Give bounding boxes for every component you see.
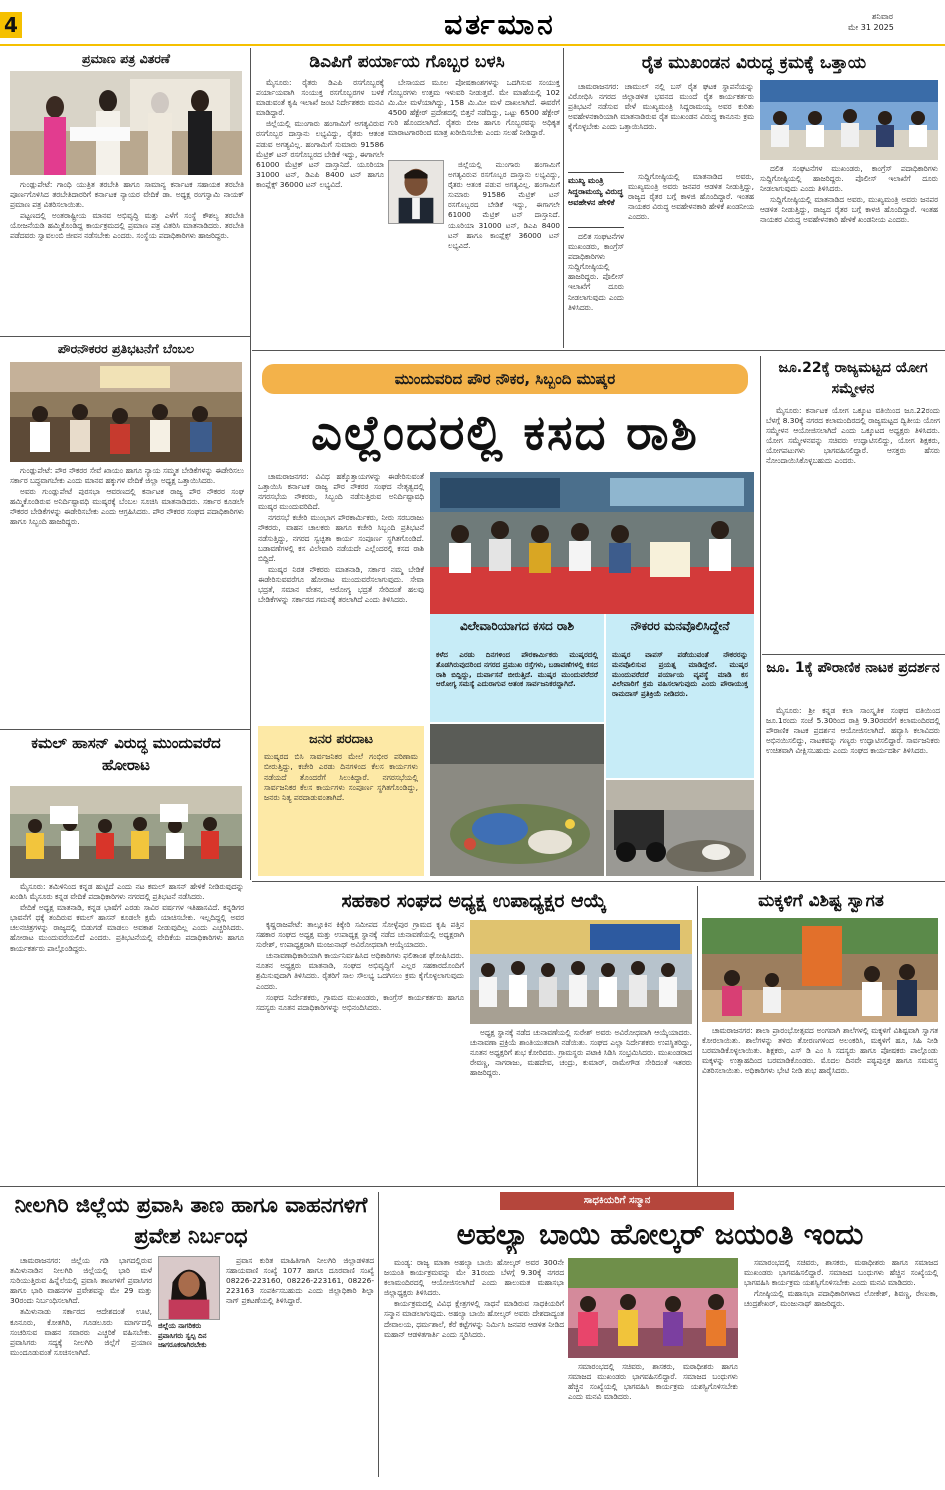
paragraph: ಜಿಲ್ಲೆಯಲ್ಲಿ ಮುಂಗಾರು ಹಂಗಾಮಿಗೆ ಅಗತ್ಯವಿರುವ ರಸಗೊಬ್ಬರ ದಾಸ್ತಾನು ಲಭ್ಯವಿದ್ದು, ರೈತರು ಆತಂಕ ಪಡುವ ಅಗತ್ಯವಿಲ್ಲ. ಹಂಗಾಮಿಗೆ ಸುಮಾರು 91586 ಮೆಟ್ರಿಕ್ ಟನ್ ರಸಗೊಬ್ಬರದ ಬೇಡಿಕೆ ಇದ್ದು, ಈಗಾಗಲೇ 61000 ಮೆಟ್ರಿಕ್ ಟನ್ ದಾಸ್ತಾನಿದೆ. ಯೂರಿಯಾ 31000 ಟನ್, ಡಿಎಪಿ 8400 ಟನ್ ಹಾಗೂ ಕಾಂಪ್ಲೆಕ್ಸ್ 36000 ಟನ್ ಲಭ್ಯವಿದೆ.: [256, 119, 384, 189]
masthead-divider: [0, 44, 945, 46]
section-divider: [762, 654, 945, 655]
section-divider: [252, 881, 945, 882]
ahilya-article-col1: [384, 1258, 564, 1478]
column-divider: [563, 48, 564, 348]
ahilya-tag: ಸಾಧಕಿಯರಿಗೆ ಸನ್ಮಾನ: [500, 1192, 734, 1210]
section-divider: [0, 729, 250, 730]
paragraph: ಕೃಷ್ಣರಾಜಪೇಟೆ: ತಾಲ್ಲೂಕಿನ ಕಿಕ್ಕೇರಿ ಸಮೀಪದ ಸೋಳ್ಳೆಪುರ ಗ್ರಾಮದ ಕೃಷಿ ಪತ್ತಿನ ಸಹಕಾರ ಸಂಘದ ಅಧ್ಯಕ್ಷ ಮತ್ತು ಉಪಾಧ್ಯಕ್ಷ ಸ್ಥಾನಕ್ಕೆ ನಡೆದ ಚುನಾವಣೆಯಲ್ಲಿ ಅಧ್ಯಕ್ಷರಾಗಿ ಸುರೇಶ್, ಉಪಾಧ್ಯಕ್ಷರಾಗಿ ಮಂಜುನಾಥ್ ಅವಿರೋಧವಾಗಿ ಆಯ್ಕೆಯಾದರು.: [256, 920, 464, 950]
dap-heading: ಡಿಎಪಿಗೆ ಪರ್ಯಾಯ ಗೊಬ್ಬರ ಬಳಸಿ: [309, 52, 505, 72]
page-number: 4: [0, 12, 22, 38]
paragraph: ಮೈಸೂರು: ತಮಿಳಿನಿಂದ ಕನ್ನಡ ಹುಟ್ಟಿದೆ ಎಂದು ನಟ ಕಮಲ್ ಹಾಸನ್ ಹೇಳಿಕೆ ನೀಡಿರುವುದನ್ನು ಖಂಡಿಸಿ ಮೈಸೂರು ಕನ್ನಡ ವೇದಿಕೆ ಪದಾಧಿಕಾರಿಗಳು ನಗರದಲ್ಲಿ ಪ್ರತಿಭಟನೆ ನಡೆಸಿದರು.: [10, 882, 244, 902]
paragraph: ಸಮಾರಂಭದಲ್ಲಿ ಸಚಿವರು, ಶಾಸಕರು, ಮಠಾಧೀಶರು ಹಾಗೂ ಸಮಾಜದ ಮುಖಂಡರು ಭಾಗವಹಿಸಲಿದ್ದಾರೆ. ಸಮಾಜದ ಬಂಧುಗಳು ಹೆಚ್ಚಿನ ಸಂಖ್ಯೆಯಲ್ಲಿ ಭಾಗವಹಿಸಿ ಕಾರ್ಯಕ್ರಮ ಯಶಸ್ವಿಗೊಳಿಸಬೇಕು ಎಂದು ಮನವಿ ಮಾಡಿದರು.: [744, 1258, 938, 1288]
certificate-article-body: [10, 180, 244, 332]
paragraph: ತಮಿಳುನಾಡು ಸರ್ಕಾರದ ಆದೇಶದಂತೆ ಊಟಿ, ಕೂನೂರು, ಕೋತಗಿರಿ, ಗೂಡಲೂರು ಮಾರ್ಗದಲ್ಲಿ ಸಂಚರಿಸುವ ವಾಹನ ಸವಾರರು ಎಚ್ಚರಿಕೆ ವಹಿಸಬೇಕು. ಪ್ರವಾಸಿಗರು ಸದ್ಯಕ್ಕೆ ನೀಲಗಿರಿ ಜಿಲ್ಲೆಗೆ ಪ್ರಯಾಣ ಮುಂದೂಡುವಂತೆ ಸೂಚಿಸಲಾಗಿದೆ.: [10, 1307, 152, 1357]
dap-article-col2-side: [448, 160, 560, 344]
farmer-article-col1b: [568, 232, 624, 344]
paragraph: ಸುದ್ದಿಗೋಷ್ಠಿಯಲ್ಲಿ ಮಾತನಾಡಿದ ಅವರು, ಮುಖ್ಯಮಂತ್ರಿ ಅವರು ಜನಪರ ಆಡಳಿತ ನೀಡುತ್ತಿದ್ದು, ರಾಜ್ಯದ ರೈತರ ಬಗ್ಗೆ ಕಾಳಜಿ ಹೊಂದಿದ್ದಾರೆ. ಇಂತಹ ನಾಯಕರ ವಿರುದ್ಧ ಅವಹೇಳನಕಾರಿ ಹೇಳಿಕೆ ಖಂಡನೀಯ ಎಂದರು.: [760, 195, 938, 225]
dap-article-col1: [256, 78, 384, 344]
paragraph: ಮುಷ್ಕರ ನಿರತ ನೌಕರರು ಮಾತನಾಡಿ, ಸರ್ಕಾರ ನಮ್ಮ ಬೇಡಿಕೆ ಈಡೇರಿಸುವವರೆಗೂ ಹೋರಾಟ ಮುಂದುವರೆಸಲಾಗುವುದು. ಸೇವಾ ಭದ್ರತೆ, ಸಮಾನ ವೇತನ, ಆರೋಗ್ಯ ಭದ್ರತೆ ಸೇರಿದಂತೆ ಹಲವು ಬೇಡಿಕೆಗಳನ್ನು ಸರ್ಕಾರದ ಗಮನಕ್ಕೆ ತರಲಾಗಿದೆ ಎಂದು ತಿಳಿಸಿದರು.: [258, 564, 424, 605]
paragraph: ಪಟ್ಟಣದಲ್ಲಿ ಅಂತರಾಷ್ಟ್ರೀಯ ಮಾನವ ಅಭಿವೃದ್ಧಿ ಮತ್ತು ಎಳೆಗೆ ಸಂಸ್ಥೆ ಕೌಶಲ್ಯ ತರಬೇತಿ ಯೋಜನೆಯಡಿ ಹಮ್ಮಿಕೊಂಡಿದ್ದ ಕಾರ್ಯಕ್ರಮದಲ್ಲಿ ಪ್ರಮಾಣ ಪತ್ರ ವಿತರಿಸಿ ಮಾತನಾಡಿದರು. ತರಬೇತಿ ಪಡೆದವರು ಸ್ವಾವಲಂಬಿ ಜೀವನ ನಡೆಸಬೇಕು ಎಂದರು. ಸಂಸ್ಥೆಯ ಪದಾಧಿಕಾರಿಗಳು ಹಾಜರಿದ್ದರು.: [10, 211, 244, 241]
section-divider: [0, 336, 250, 337]
paragraph: ವೇದಿಕೆ ಅಧ್ಯಕ್ಷ ಮಾತನಾಡಿ, ಕನ್ನಡ ಭಾಷೆಗೆ ಎರಡು ಸಾವಿರ ವರ್ಷಗಳ ಇತಿಹಾಸವಿದೆ. ಕನ್ನಡಿಗರ ಭಾವನೆಗೆ ಧಕ್ಕೆ ತಂದಿರುವ ಕಮಲ್ ಹಾಸನ್ ಕೂಡಲೇ ಕ್ಷಮೆ ಯಾಚಿಸಬೇಕು. ಇಲ್ಲದಿದ್ದಲ್ಲಿ ಅವರ ಚಲನಚಿತ್ರಗಳನ್ನು ರಾಜ್ಯದಲ್ಲಿ ಬಿಡುಗಡೆ ಮಾಡಲು ಅವಕಾಶ ನೀಡುವುದಿಲ್ಲ ಎಂದು ಎಚ್ಚರಿಸಿದರು. ಹೋರಾಟ ಮುಂದುವರೆಯಲಿದೆ ಎಂದರು. ಪ್ರತಿಭಟನೆಯಲ್ಲಿ ವೇದಿಕೆಯ ಪದಾಧಿಕಾರಿಗಳು ಹಾಗೂ ಕಾರ್ಯಕರ್ತರು ಪಾಲ್ಗೊಂಡಿದ್ದರು.: [10, 903, 244, 953]
public-trouble-box: [258, 726, 424, 876]
paragraph: ಚಾಮರಾಜನಗರ: ವಿವಿಧ ಹಕ್ಕೊತ್ತಾಯಗಳನ್ನು ಈಡೇರಿಸುವಂತೆ ಒತ್ತಾಯಿಸಿ ಕರ್ನಾಟಕ ರಾಜ್ಯ ಪೌರ ನೌಕರರ ಸಂಘದ ನೇತೃತ್ವದಲ್ಲಿ ನಗರಸಭೆಯ ನೌಕರರು, ಸಿಬ್ಬಂದಿ ನಡೆಸುತ್ತಿರುವ ಅನಿರ್ದಿಷ್ಟಾವಧಿ ಮುಷ್ಕರ ಮುಂದುವರಿದಿದೆ.: [258, 472, 424, 512]
garbage-pile-photo: [430, 724, 604, 876]
column-divider: [697, 886, 698, 1186]
paragraph: ಚುನಾವಣಾಧಿಕಾರಿಯಾಗಿ ಕಾರ್ಯನಿರ್ವಹಿಸಿದ ಅಧಿಕಾರಿಗಳು ಫಲಿತಾಂಶ ಘೋಷಿಸಿದರು. ನೂತನ ಅಧ್ಯಕ್ಷರು ಮಾತನಾಡಿ, ಸಂಘದ ಅಭಿವೃದ್ಧಿಗೆ ಎಲ್ಲರ ಸಹಕಾರದೊಂದಿಗೆ ಶ್ರಮಿಸುವುದಾಗಿ ತಿಳಿಸಿದರು. ರೈತರಿಗೆ ಸಾಲ ಸೌಲಭ್ಯ ಒದಗಿಸಲು ಕ್ರಮ ಕೈಗೊಳ್ಳಲಾಗುವುದು ಎಂದರು.: [256, 951, 464, 991]
certificate-heading: ಪ್ರಮಾಣ ಪತ್ರ ವಿತರಣೆ: [82, 51, 170, 66]
section-divider: [252, 350, 945, 351]
ahilya-heading: ಅಹಲ್ಯಾ ಬಾಯಿ ಹೋಲ್ಕರ್ ಜಯಂತಿ ಇಂದು: [456, 1217, 864, 1251]
dap-article-col2-top: [388, 78, 560, 158]
kamal-protest-photo: [10, 786, 242, 878]
paragraph: ಅಧ್ಯಕ್ಷ ಸ್ಥಾನಕ್ಕೆ ನಡೆದ ಚುನಾವಣೆಯಲ್ಲಿ ಸುರೇಶ್ ಅವರು ಅವಿರೋಧವಾಗಿ ಆಯ್ಕೆಯಾದರು. ಚುನಾವಣಾ ಪ್ರಕ್ರಿಯೆ ಶಾಂತಿಯುತವಾಗಿ ನಡೆಯಿತು. ಸಂಘದ ಎಲ್ಲಾ ನಿರ್ದೇಶಕರು ಉಪಸ್ಥಿತರಿದ್ದು, ನೂತನ ಅಧ್ಯಕ್ಷರಿಗೆ ಶುಭ ಕೋರಿದರು. ಗ್ರಾಮಸ್ಥರು ಪಟಾಕಿ ಸಿಡಿಸಿ ಸಂಭ್ರಮಿಸಿದರು. ಮುಖಂಡರಾದ ರೇವಣ್ಣ, ನಾಗರಾಜು, ಮಹದೇವ, ಚಂದ್ರು, ಕುಮಾರ್, ರಾಮೇಗೌಡ ಸೇರಿದಂತೆ ಇತರರು ಹಾಜರಿದ್ದರು.: [470, 1028, 692, 1078]
dap-official-portrait: [388, 160, 444, 224]
paragraph: ಗುಂಡ್ಲುಪೇಟೆ: ಪೌರ ನೌಕರರ ಸೇವೆ ಖಾಯಂ ಹಾಗೂ ನ್ಯಾಯ ಸಮ್ಮತ ಬೇಡಿಕೆಗಳನ್ನು ಈಡೇರಿಸಲು ಸರ್ಕಾರ ಬದ್ಧವಾಗಬೇಕು ಎಂದು ಮಾನವ ಹಕ್ಕುಗಳ ವೇದಿಕೆ ಜಿಲ್ಲಾ ಅಧ್ಯಕ್ಷ ಒತ್ತಾಯಿಸಿದರು.: [10, 466, 244, 486]
certificate-photo: [10, 71, 242, 175]
street-garbage-photo: [606, 780, 754, 876]
garbage-box: [430, 614, 604, 722]
paragraph: ಗುಂಡ್ಲುಪೇಟೆ: ಗಾಂಧಿ ಯುತ್ರಿತ ತರಬೇತಿ ಹಾಗೂ ಸಾಮಾನ್ಯ ಕರ್ನಾಟಕ ಸಹಾಯಕ ತರಬೇತಿ ಪೂರ್ಣಗೊಳಿಸಿದ ತರಬೇತಿದಾರರಿಗೆ ಕರ್ನಾಟಕ ನ್ಯಾಯರ ವೇದಿಕೆ ಡಾ. ಅಧ್ಯಕ್ಷ ರಂಗಸ್ವಾಮಿ ನಾಯಕ್ ಪ್ರಮಾಣ ಪತ್ರ ವಿತರಿಸಲಾಯಿತು.: [10, 180, 244, 210]
children-article-body: [702, 1026, 938, 1182]
garbage-box-body: ಕಳೆದ ಎರಡು ದಿನಗಳಿಂದ ಪೌರಕಾರ್ಮಿಕರು ಮುಷ್ಕರದಲ್ಲಿ ತೊಡಗಿರುವುದರಿಂದ ನಗರದ ಪ್ರಮುಖ ರಸ್ತೆಗಳು, ಬಡಾವಣೆಗಳಲ್ಲಿ ಕಸದ ರಾಶಿ ಬಿದ್ದಿದ್ದು, ದುರ್ವಾಸನೆ ಬೀರುತ್ತಿದೆ. ಮುಷ್ಕರ ಮುಂದುವರೆದರೆ ಆರೋಗ್ಯ ಸಮಸ್ಯೆ ಎದುರಾಗುವ ಆತಂಕ ಸಾರ್ವಜನಿಕರದ್ದಾಗಿದೆ.: [436, 650, 598, 689]
farmer-heading: ರೈತ ಮುಖಂಡನ ವಿರುದ್ಧ ಕ್ರಮಕ್ಕೆ ಒತ್ತಾಯ: [641, 53, 867, 73]
children-welcome-photo: [702, 918, 938, 1022]
paragraph: ಜಿಲ್ಲೆಯಲ್ಲಿ ಮುಂಗಾರು ಹಂಗಾಮಿಗೆ ಅಗತ್ಯವಿರುವ ರಸಗೊಬ್ಬರ ದಾಸ್ತಾನು ಲಭ್ಯವಿದ್ದು, ರೈತರು ಆತಂಕ ಪಡುವ ಅಗತ್ಯವಿಲ್ಲ. ಹಂಗಾಮಿಗೆ ಸುಮಾರು 91586 ಮೆಟ್ರಿಕ್ ಟನ್ ರಸಗೊಬ್ಬರದ ಬೇಡಿಕೆ ಇದ್ದು, ಈಗಾಗಲೇ 61000 ಮೆಟ್ರಿಕ್ ಟನ್ ದಾಸ್ತಾನಿದೆ. ಯೂರಿಯಾ 31000 ಟನ್, ಡಿಎಪಿ 8400 ಟನ್ ಹಾಗೂ ಕಾಂಪ್ಲೆಕ್ಸ್ 36000 ಟನ್ ಲಭ್ಯವಿದೆ.: [448, 160, 560, 250]
kamal-article-body: [10, 882, 244, 1182]
main-headline: ಎಲ್ಲೆಂದರಲ್ಲಿ ಕಸದ ರಾಶಿ: [311, 405, 699, 461]
farmer-press-photo: [760, 80, 938, 160]
nilgiri-article-col2: [226, 1256, 374, 1478]
farmer-article-col1: [628, 172, 754, 344]
main-kicker: ಮುಂದುವರಿದ ಪೌರ ನೌಕರ, ಸಿಬ್ಬಂದಿ ಮುಷ್ಕರ: [262, 364, 748, 394]
ahilya-event-photo: [568, 1258, 738, 1358]
section-divider: [0, 1186, 945, 1187]
column-divider: [378, 1192, 379, 1477]
paragraph: ದಲಿತ ಸಂಘಟನೆಗಳ ಮುಖಂಡರು, ಕಾಂಗ್ರೆಸ್ ಪದಾಧಿಕಾರಿಗಳು ಸುದ್ದಿಗೋಷ್ಠಿಯಲ್ಲಿ ಹಾಜರಿದ್ದರು. ಪೊಲೀಸ್ ಇಲಾಖೆಗೆ ದೂರು ನೀಡಲಾಗುವುದು ಎಂದು ತಿಳಿಸಿದರು.: [568, 232, 624, 312]
strike-support-article-body: [10, 466, 244, 724]
ahilya-article-col2: [568, 1362, 738, 1478]
drama-article-body: [766, 706, 940, 876]
farmer-article-col2: [760, 164, 938, 344]
farmer-pullquote: ಮುಖ್ಯ ಮಂತ್ರಿ ಸಿದ್ದರಾಮಯ್ಯ ವಿರುದ್ಧ ಅವಹೇಳನ ಹೇಳಿಕೆ: [568, 172, 624, 228]
public-trouble-heading: ಜನರ ಪರದಾಟ: [308, 732, 374, 747]
nilgiri-heading: ನೀಲಗಿರಿ ಜಿಲ್ಲೆಯ ಪ್ರವಾಸಿ ತಾಣ ಹಾಗೂ ವಾಹನಗಳಿಗೆ ಪ್ರವೇಶ ನಿರ್ಬಂಧ: [14, 1193, 368, 1248]
collector-portrait: [158, 1256, 220, 1320]
cooperative-heading: ಸಹಕಾರ ಸಂಘದ ಅಧ್ಯಕ್ಷ ಉಪಾಧ್ಯಕ್ಷರ ಆಯ್ಕೆ: [341, 890, 607, 912]
strike-support-heading: ಪೌರನೌಕರರ ಪ್ರತಿಭಟನೆಗೆ ಬೆಂಬಲ: [57, 341, 195, 356]
paragraph: ಪ್ರವಾಸ ಕುರಿತ ಮಾಹಿತಿಗಾಗಿ ನೀಲಗಿರಿ ಜಿಲ್ಲಾಡಳಿತದ ಸಹಾಯವಾಣಿ ಸಂಖ್ಯೆ 1077 ಹಾಗೂ ದೂರವಾಣಿ ಸಂಖ್ಯೆ 08226-223160, 08226-223161, 08226-223163 ಸಂಪರ್ಕಿಸಬಹುದು ಎಂದು ಜಿಲ್ಲಾಧಿಕಾರಿ ಶಿಲ್ಪಾ ನಾಗ್ ಪ್ರಕಟಣೆಯಲ್ಲಿ ತಿಳಿಸಿದ್ದಾರೆ.: [226, 1256, 374, 1306]
garbage-box-heading: ವಿಲೇವಾರಿಯಾಗದ ಕಸದ ರಾಶಿ: [459, 619, 575, 633]
main-article-body: [258, 472, 424, 724]
paragraph: ಚಾಮರಾಜನಗರ: ಚಾಮುಲ್ ನಲ್ಲಿ ಬಸ್ ರೈತ ಘಟಕ ಸ್ಥಾಪನೆಯನ್ನು ವಿರೋಧಿಸಿ ನಗರದ ಜಿಲ್ಲಾಡಳಿತ ಭವನದ ಮುಂದೆ ರೈತ ಕಾರ್ಯಕರ್ತರು ಪ್ರತಿಭಟನೆ ನಡೆಸುವ ವೇಳೆ ಮುಖ್ಯಮಂತ್ರಿ ಸಿದ್ದರಾಮಯ್ಯ ಅವರ ಕುರಿತು ಅವಹೇಳನಕಾರಿಯಾಗಿ ಮಾತನಾಡಿರುವ ರೈತ ಮುಖಂಡನ ವಿರುದ್ಧ ಕಾನೂನು ಕ್ರಮ ಕೈಗೊಳ್ಳಬೇಕು ಎಂದು ಒತ್ತಾಯಿಸಿದರು.: [568, 82, 754, 132]
nilgiri-article-col1: [10, 1256, 152, 1478]
paragraph: ಸಂಘದ ನಿರ್ದೇಶಕರು, ಗ್ರಾಮದ ಮುಖಂಡರು, ಕಾಂಗ್ರೆಸ್ ಕಾರ್ಯಕರ್ತರು ಹಾಗೂ ಸದಸ್ಯರು ನೂತನ ಪದಾಧಿಕಾರಿಗಳನ್ನು ಅಭಿನಂದಿಸಿದರು.: [256, 992, 464, 1012]
paragraph: ನಗರಸಭೆ ಕಚೇರಿ ಮುಂಭಾಗ ಪೌರಕಾರ್ಮಿಕರು, ನೀರು ಸರಬರಾಜು ನೌಕರರು, ವಾಹನ ಚಾಲಕರು ಹಾಗೂ ಕಚೇರಿ ಸಿಬ್ಬಂದಿ ಪ್ರತಿಭಟನೆ ನಡೆಸುತ್ತಿದ್ದು, ನಗರದ ಸ್ವಚ್ಛತಾ ಕಾರ್ಯ ಸಂಪೂರ್ಣ ಸ್ಥಗಿತಗೊಂಡಿದೆ. ಬಡಾವಣೆಗಳಲ್ಲಿ ಕಸ ವಿಲೇವಾರಿ ನಡೆಯದೇ ಎಲ್ಲೆಂದರಲ್ಲಿ ಕಸದ ರಾಶಿ ಬಿದ್ದಿದೆ.: [258, 513, 424, 563]
column-divider: [250, 48, 251, 880]
paragraph: ಮೈಸೂರು: ಕರ್ನಾಟಕ ಯೋಗ ಒಕ್ಕೂಟ ವತಿಯಿಂದ ಜೂ.22ರಂದು ಬೆಳಗ್ಗೆ 8.30ಕ್ಕೆ ನಗರದ ಕಲಾಮಂದಿರದಲ್ಲಿ ರಾಜ್ಯಮಟ್ಟದ ದ್ವಿತೀಯ ಯೋಗ ಸಮ್ಮೇಳನ ಆಯೋಜಿಸಲಾಗಿದೆ ಎಂದು ಒಕ್ಕೂಟದ ಅಧ್ಯಕ್ಷರು ತಿಳಿಸಿದರು. ಯೋಗ ಸಮ್ಮೇಳನವನ್ನು ಸಚಿವರು ಉದ್ಘಾಟಿಸಲಿದ್ದು, ಯೋಗ ಶಿಕ್ಷಕರು, ಯೋಗಪಟುಗಳು ಭಾಗವಹಿಸಲಿದ್ದಾರೆ. ಆಸಕ್ತರು ಹೆಸರು ನೋಂದಾಯಿಸಿಕೊಳ್ಳಬಹುದು ಎಂದರು.: [766, 406, 940, 466]
drama-heading: ಜೂ. 1ಕ್ಕೆ ಪೌರಾಣಿಕ ನಾಟಕ ಪ್ರದರ್ಶನ: [766, 660, 940, 676]
employees-box-body: ಮುಷ್ಕರ ವಾಪಸ್ ಪಡೆಯುವಂತೆ ನೌಕರರನ್ನು ಮನವೊಲಿಸುವ ಪ್ರಯತ್ನ ಮಾಡಿದ್ದೇನೆ. ಮುಷ್ಕರ ಮುಂದುವರೆದರೆ ಪರ್ಯಾಯ ವ್ಯವಸ್ಥೆ ಮಾಡಿ ಕಸ ವಿಲೇವಾರಿಗೆ ಕ್ರಮ ವಹಿಸಲಾಗುವುದು ಎಂದು ಪೌರಾಯುಕ್ತ ರಾಮದಾಸ್ ಪ್ರತಿಕ್ರಿಯೆ ನೀಡಿದರು.: [612, 650, 748, 699]
yoga-article-body: [766, 406, 940, 650]
employees-box: [606, 614, 754, 778]
paragraph: ಸುದ್ದಿಗೋಷ್ಠಿಯಲ್ಲಿ ಮಾತನಾಡಿದ ಅವರು, ಮುಖ್ಯಮಂತ್ರಿ ಅವರು ಜನಪರ ಆಡಳಿತ ನೀಡುತ್ತಿದ್ದು, ರಾಜ್ಯದ ರೈತರ ಬಗ್ಗೆ ಕಾಳಜಿ ಹೊಂದಿದ್ದಾರೆ. ಇಂತಹ ನಾಯಕರ ವಿರುದ್ಧ ಅವಹೇಳನಕಾರಿ ಹೇಳಿಕೆ ಖಂಡನೀಯ ಎಂದರು.: [628, 172, 754, 222]
public-trouble-body: ಮುಷ್ಕರದ ಬಿಸಿ ಸಾರ್ವಜನಿಕರ ಮೇಲೆ ಗಂಭೀರ ಪರಿಣಾಮ ಬೀರುತ್ತಿದ್ದು, ಕಚೇರಿ ಎರಡು ದಿನಗಳಿಂದ ಕೆಲಸ ಕಾರ್ಯಗಳು ನಡೆಯದೆ ತೊಂದರೆಗೆ ಸಿಲುಕಿದ್ದಾರೆ. ನಗರಸಭೆಯಲ್ಲಿ ಸಾರ್ವಜನಿಕರ ಕೆಲಸ ಕಾರ್ಯಗಳು ಸಂಪೂರ್ಣ ಸ್ಥಗಿತಗೊಂಡಿದ್ದು, ಜನರು ನಿತ್ಯ ಪರದಾಡುವಂತಾಗಿದೆ.: [264, 752, 418, 803]
newspaper-title: ವರ್ತಮಾನ: [444, 8, 556, 41]
cooperative-article-continued: [470, 1028, 692, 1182]
children-heading: ಮಕ್ಕಳಿಗೆ ವಿಶಿಷ್ಟ ಸ್ವಾಗತ: [758, 891, 884, 911]
masthead-date: ಮೇ 31 2025: [848, 23, 894, 32]
collector-caption: ಜಿಲ್ಲೆಯ ನಾಗರಿಕರು ಪ್ರವಾಸಿಗರು ಸ್ವಲ್ಪ ದಿನ ಜಾಗರೂಕರಾಗಿರಬೇಕು: [158, 1322, 207, 1349]
paragraph: ಚಾಮರಾಜನಗರ: ಜಿಲ್ಲೆಯ ಗಡಿ ಭಾಗದಲ್ಲಿರುವ ತಮಿಳುನಾಡಿನ ನೀಲಗಿರಿ ಜಿಲ್ಲೆಯಲ್ಲಿ ಭಾರಿ ಮಳೆ ಸುರಿಯುತ್ತಿರುವ ಹಿನ್ನೆಲೆಯಲ್ಲಿ ಪ್ರವಾಸಿ ತಾಣಗಳಿಗೆ ಪ್ರವಾಸಿಗರ ಹಾಗೂ ಭಾರಿ ವಾಹನಗಳ ಪ್ರವೇಶವನ್ನು ಮೇ 29 ಮತ್ತು 30ರಂದು ನಿರ್ಬಂಧಿಸಲಾಗಿದೆ.: [10, 1256, 152, 1306]
paragraph: ಮಂಡ್ಯ: ರಾಜ್ಯ ಮಾತಾ ಅಹಲ್ಯಾ ಬಾಯಿ ಹೋಲ್ಕರ್ ಅವರ 300ನೇ ಜಯಂತಿ ಕಾರ್ಯಕ್ರಮವನ್ನು ಮೇ 31ರಂದು ಬೆಳಗ್ಗೆ 9.30ಕ್ಕೆ ನಗರದ ಕಲಾಮಂದಿರದಲ್ಲಿ ಆಯೋಜಿಸಲಾಗಿದೆ ಎಂದು ಹಾಲುಮತ ಮಹಾಸಭಾ ಜಿಲ್ಲಾಧ್ಯಕ್ಷರು ತಿಳಿಸಿದರು.: [384, 1258, 564, 1298]
employees-box-heading: ನೌಕರರ ಮನವೊಲಿಸಿದ್ದೇನೆ: [630, 619, 730, 633]
strike-support-photo: [10, 362, 242, 462]
yoga-heading: ಜೂ.22ಕ್ಕೆ ರಾಜ್ಯಮಟ್ಟದ ಯೋಗ ಸಮ್ಮೇಳನ: [778, 360, 928, 397]
paragraph: ಗೋಷ್ಠಿಯಲ್ಲಿ ಮಹಾಸಭಾ ಪದಾಧಿಕಾರಿಗಳಾದ ಲೋಕೇಶ್, ಶಿವಣ್ಣ, ರೇಣುಕಾ, ಚಂದ್ರಶೇಖರ್, ಮಂಜುನಾಥ್ ಹಾಜರಿದ್ದರು.: [744, 1289, 938, 1309]
main-protest-photo: [430, 472, 754, 614]
masthead-day: ಶನಿವಾರ: [872, 12, 894, 21]
paragraph: ಮೈಸೂರು: ಶ್ರೀ ಕನ್ನಡ ಕಲಾ ಸಾಂಸ್ಕೃತಿಕ ಸಂಘದ ವತಿಯಿಂದ ಜೂ.1ರಂದು ಸಂಜೆ 5.30ರಿಂದ ರಾತ್ರಿ 9.30ರವರೆಗೆ ಕಲಾಮಂದಿರದಲ್ಲಿ ಪೌರಾಣಿಕ ನಾಟಕ ಪ್ರದರ್ಶನ ಆಯೋಜಿಸಲಾಗಿದೆ. ಹವ್ಯಾಸಿ ಕಲಾವಿದರು ಅಭಿನಯಿಸಲಿದ್ದು, ನಾಟಕವನ್ನು ಗಣ್ಯರು ಉದ್ಘಾಟಿಸಲಿದ್ದಾರೆ. ಸಾರ್ವಜನಿಕರು ಉಚಿತವಾಗಿ ವೀಕ್ಷಿಸಬಹುದು ಎಂದು ಸಂಘದ ಕಾರ್ಯದರ್ಶಿ ತಿಳಿಸಿದರು.: [766, 706, 940, 756]
paragraph: ಸಮಾರಂಭದಲ್ಲಿ ಸಚಿವರು, ಶಾಸಕರು, ಮಠಾಧೀಶರು ಹಾಗೂ ಸಮಾಜದ ಮುಖಂಡರು ಭಾಗವಹಿಸಲಿದ್ದಾರೆ. ಸಮಾಜದ ಬಂಧುಗಳು ಹೆಚ್ಚಿನ ಸಂಖ್ಯೆಯಲ್ಲಿ ಭಾಗವಹಿಸಿ ಕಾರ್ಯಕ್ರಮ ಯಶಸ್ವಿಗೊಳಿಸಬೇಕು ಎಂದು ಮನವಿ ಮಾಡಿದರು.: [568, 1362, 738, 1402]
paragraph: ಕಾರ್ಯಕ್ರಮದಲ್ಲಿ ವಿವಿಧ ಕ್ಷೇತ್ರಗಳಲ್ಲಿ ಸಾಧನೆ ಮಾಡಿರುವ ಸಾಧಕಿಯರಿಗೆ ಸನ್ಮಾನ ಮಾಡಲಾಗುವುದು. ಅಹಲ್ಯಾ ಬಾಯಿ ಹೋಲ್ಕರ್ ಅವರು ದೇಶದಾದ್ಯಂತ ದೇವಾಲಯ, ಧರ್ಮಶಾಲೆ, ಕೆರೆ ಕಟ್ಟೆಗಳನ್ನು ನಿರ್ಮಿಸಿ ಜನಪರ ಆಡಳಿತ ನೀಡಿದ ಮಹಾನ್ ಆಡಳಿತಗಾರ್ತಿ ಎಂದು ಸ್ಮರಿಸಿದರು.: [384, 1299, 564, 1339]
paragraph: ದಲಿತ ಸಂಘಟನೆಗಳ ಮುಖಂಡರು, ಕಾಂಗ್ರೆಸ್ ಪದಾಧಿಕಾರಿಗಳು ಸುದ್ದಿಗೋಷ್ಠಿಯಲ್ಲಿ ಹಾಜರಿದ್ದರು. ಪೊಲೀಸ್ ಇಲಾಖೆಗೆ ದೂರು ನೀಡಲಾಗುವುದು ಎಂದು ತಿಳಿಸಿದರು.: [760, 164, 938, 194]
paragraph: ಅವರು ಗುಂಡ್ಲುಪೇಟೆ ಪುರಸಭಾ ಆವರಣದಲ್ಲಿ ಕರ್ನಾಟಕ ರಾಜ್ಯ ಪೌರ ನೌಕರರ ಸಂಘ ಹಮ್ಮಿಕೊಂಡಿರುವ ಅನಿರ್ದಿಷ್ಟಾವಧಿ ಮುಷ್ಕರಕ್ಕೆ ಬೆಂಬಲ ಸೂಚಿಸಿ ಮಾತನಾಡಿದರು. ಸರ್ಕಾರ ಕೂಡಲೇ ನೌಕರರ ಬೇಡಿಕೆಗಳನ್ನು ಈಡೇರಿಸಬೇಕು ಎಂದು ಆಗ್ರಹಿಸಿದರು. ಪೌರ ನೌಕರರ ಸಂಘದ ಪದಾಧಿಕಾರಿಗಳು ಹಾಗೂ ಸಿಬ್ಬಂದಿ ಹಾಜರಿದ್ದರು.: [10, 487, 244, 527]
cooperative-photo: [470, 920, 692, 1024]
kamal-heading: ಕಮಲ್ ಹಾಸನ್ ವಿರುದ್ಧ ಮುಂದುವರೆದ ಹೋರಾಟ: [31, 734, 221, 774]
column-divider: [760, 356, 761, 880]
farmer-article-intro: [568, 82, 754, 170]
cooperative-article-body: [256, 920, 464, 1182]
paragraph: ಬೇಸಾಯದ ಮೂಲ ಪೋಷಕಾಂಶಗಳನ್ನು ಒದಗಿಸುವ ಸಂಯುಕ್ತ ಗೊಬ್ಬರಗಳು ಉತ್ತಮ ಇಳುವರಿ ನೀಡುತ್ತವೆ. ಮೇ ಮಾಹೆಯಲ್ಲಿ 102 ಮಿ.ಮೀ ಮಳೆಯಾಗಿದ್ದು, 158 ಮಿ.ಮೀ ಮಳೆ ದಾಖಲಾಗಿದೆ. ಈವರೆಗೆ 4500 ಹೆಕ್ಟೇರ್ ಪ್ರದೇಶದಲ್ಲಿ ಬಿತ್ತನೆ ನಡೆದಿದ್ದು, ಒಟ್ಟು 6500 ಹೆಕ್ಟೇರ್ ಗುರಿ ಹೊಂದಲಾಗಿದೆ. ರೈತರು ಬೀಜ ಹಾಗೂ ಗೊಬ್ಬರವನ್ನು ಅಧಿಕೃತ ಮಾರಾಟಗಾರರಿಂದ ಮಾತ್ರ ಖರೀದಿಸಬೇಕು ಎಂದು ಸಲಹೆ ನೀಡಿದ್ದಾರೆ.: [388, 78, 560, 138]
paragraph: ಚಾಮರಾಜನಗರ: ಶಾಲಾ ಪ್ರಾರಂಭೋತ್ಸವದ ಅಂಗವಾಗಿ ಶಾಲೆಗಳಲ್ಲಿ ಮಕ್ಕಳಿಗೆ ವಿಶಿಷ್ಟವಾಗಿ ಸ್ವಾಗತ ಕೋರಲಾಯಿತು. ಶಾಲೆಗಳನ್ನು ತಳಿರು ತೋರಣಗಳಿಂದ ಅಲಂಕರಿಸಿ, ಮಕ್ಕಳಿಗೆ ಹೂ, ಸಿಹಿ ನೀಡಿ ಬರಮಾಡಿಕೊಳ್ಳಲಾಯಿತು. ಶಿಕ್ಷಕರು, ಎಸ್ ಡಿ ಎಂ ಸಿ ಸದಸ್ಯರು ಹಾಗೂ ಪೋಷಕರು ಪಾಲ್ಗೊಂಡು ಮಕ್ಕಳನ್ನು ಉತ್ಸಾಹದಿಂದ ಬರಮಾಡಿಕೊಂಡರು. ಮೊದಲ ದಿನವೇ ಪಠ್ಯಪುಸ್ತಕ ಹಾಗೂ ಸಮವಸ್ತ್ರ ವಿತರಿಸಲಾಯಿತು. ಅಧಿಕಾರಿಗಳು ಭೇಟಿ ನೀಡಿ ಶುಭ ಹಾರೈಸಿದರು.: [702, 1026, 938, 1076]
paragraph: ಮೈಸೂರು: ರೈತರು ಡಿಎಪಿ ರಸಗೊಬ್ಬರಕ್ಕೆ ಪರ್ಯಾಯವಾಗಿ ಸಂಯುಕ್ತ ರಸಗೊಬ್ಬರಗಳ ಬಳಕೆ ಮಾಡುವಂತೆ ಕೃಷಿ ಇಲಾಖೆ ಜಂಟಿ ನಿರ್ದೇಶಕರು ಮನವಿ ಮಾಡಿದ್ದಾರೆ.: [256, 78, 384, 118]
ahilya-article-col3: [744, 1258, 938, 1478]
